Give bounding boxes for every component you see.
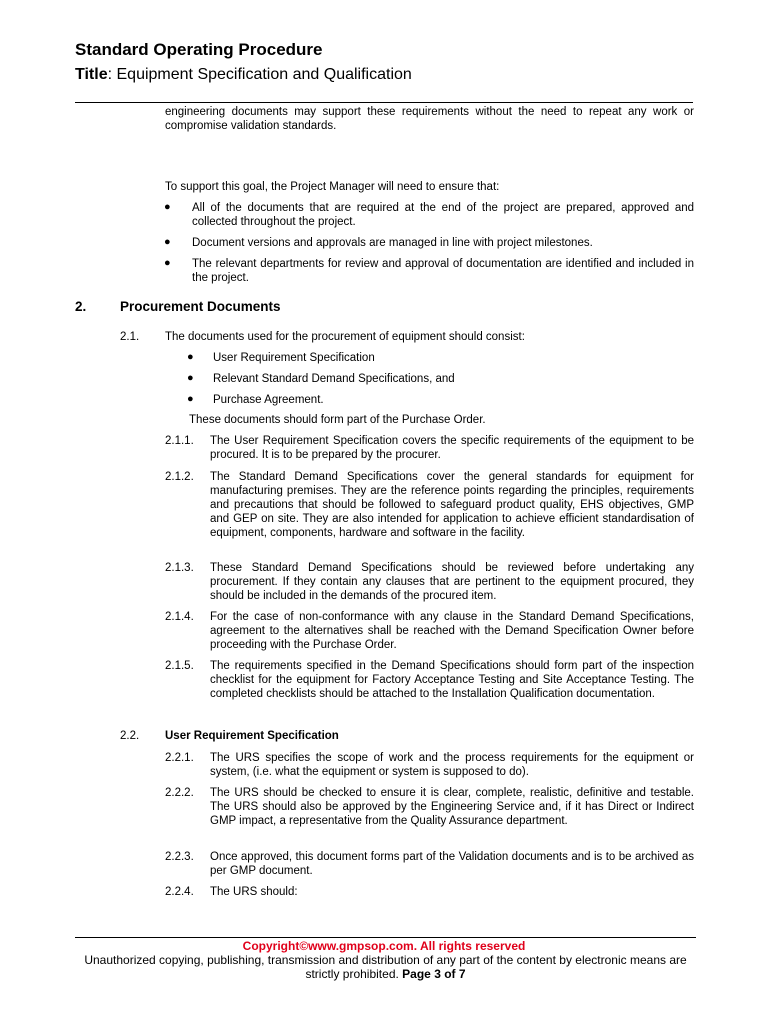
subclause-text: The URS specifies the scope of work and the process requirements for the equipment or system, (i.e. what the equipment or system is supposed to do). <box>210 752 694 778</box>
doc-bullet: User Requirement Specification <box>213 352 375 364</box>
intro-bullet: The relevant departments for review and approval of documentation are identified and included in the project. <box>192 258 694 284</box>
intro-goal: To support this goal, the Project Manager will need to ensure that: <box>165 181 500 193</box>
clause-number: 2.1. <box>120 331 140 343</box>
subclause-text: The URS should be checked to ensure it is clear, complete, realistic, definitive and testable. The URS should also be approved by the Engineering Service and, if it has Direct or Indirect GMP impact, a representative from the Quality Assurance department. <box>210 787 694 827</box>
subclause-number: 2.1.1. <box>165 435 194 447</box>
footer-notice-text: Unauthorized copying, publishing, transmission and distribution of any part of the content by electronic means are strictly prohibited. <box>84 953 687 981</box>
clause-text: The documents used for the procurement of equipment should consist: <box>165 331 525 343</box>
section-title: Procurement Documents <box>120 299 281 314</box>
subclause-number: 2.1.5. <box>165 660 194 672</box>
bullet-dot: ● <box>187 372 194 384</box>
footer-divider <box>75 937 696 938</box>
subclause-text: These Standard Demand Specifications should be reviewed before undertaking any procurement. If they contain any clauses that are pertinent to the equipment procured, they should be included in the demands of the procured item. <box>210 562 694 602</box>
section-number: 2. <box>75 299 87 314</box>
bullet-dot: ● <box>164 236 171 248</box>
doc-bullet: Relevant Standard Demand Specifications, and <box>213 373 455 385</box>
page-number: Page 3 of 7 <box>402 967 466 981</box>
subclause-number: 2.2.3. <box>165 851 194 863</box>
clause-after: These documents should form part of the Purchase Order. <box>189 414 486 426</box>
subclause-number: 2.1.2. <box>165 471 194 483</box>
intro-bullet: All of the documents that are required at the end of the project are prepared, approved and collected throughout the project. <box>192 202 694 228</box>
subclause-text: For the case of non-conformance with any clause in the Standard Demand Specifications, agreement to the alternatives shall be reached with the Demand Specification Owner before proceeding with the Purchase Order. <box>210 611 694 651</box>
header-subtitle <box>75 66 412 84</box>
title-label: Title <box>75 66 108 83</box>
subclause-text: The URS should: <box>210 886 298 898</box>
footer-notice <box>75 953 696 981</box>
doc-bullet: Purchase Agreement. <box>213 394 324 406</box>
subclause-text: The User Requirement Specification covers the specific requirements of the equipment to be procured. It is to be prepared by the procurer. <box>210 435 694 461</box>
subclause-number: 2.2.2. <box>165 787 194 799</box>
bullet-dot: ● <box>164 257 171 269</box>
intro-bullet: Document versions and approvals are managed in line with project milestones. <box>192 237 593 249</box>
footer-copyright: Copyright©www.gmpsop.com. All rights reserved <box>242 939 526 953</box>
intro-continued: engineering documents may support these requirements without the need to repeat any work or compromise validation standards. <box>165 106 694 132</box>
subclause-number: 2.1.4. <box>165 611 194 623</box>
bullet-dot: ● <box>187 351 194 363</box>
subclause-number: 2.2.1. <box>165 752 194 764</box>
header-divider <box>75 102 693 103</box>
subclause-number: 2.1.3. <box>165 562 194 574</box>
bullet-dot: ● <box>187 393 194 405</box>
subclause-number: 2.2.4. <box>165 886 194 898</box>
subclause-text: The Standard Demand Specifications cover the general standards for equipment for manufacturing premises. They are the reference points regarding the principles, requirements and precautions that should be followed to safeguard product quality, EHS objectives, GMP and GEP on site. They are also intended for application to achieve efficient standardisation of equipment, components, hardware and software in the facility. <box>210 471 694 539</box>
clause-heading: User Requirement Specification <box>165 730 339 742</box>
subclause-text: Once approved, this document forms part of the Validation documents and is to be archived as per GMP document. <box>210 851 694 877</box>
clause-number: 2.2. <box>120 730 140 742</box>
title-value: : Equipment Specification and Qualification <box>107 66 412 83</box>
subclause-text: The requirements specified in the Demand Specifications should form part of the inspection checklist for the equipment for Factory Acceptance Testing and Site Acceptance Testing. The completed checklists should be attached to the Installation Qualification documentation. <box>210 660 694 700</box>
header-title: Standard Operating Procedure <box>75 40 323 59</box>
bullet-dot: ● <box>164 201 171 213</box>
